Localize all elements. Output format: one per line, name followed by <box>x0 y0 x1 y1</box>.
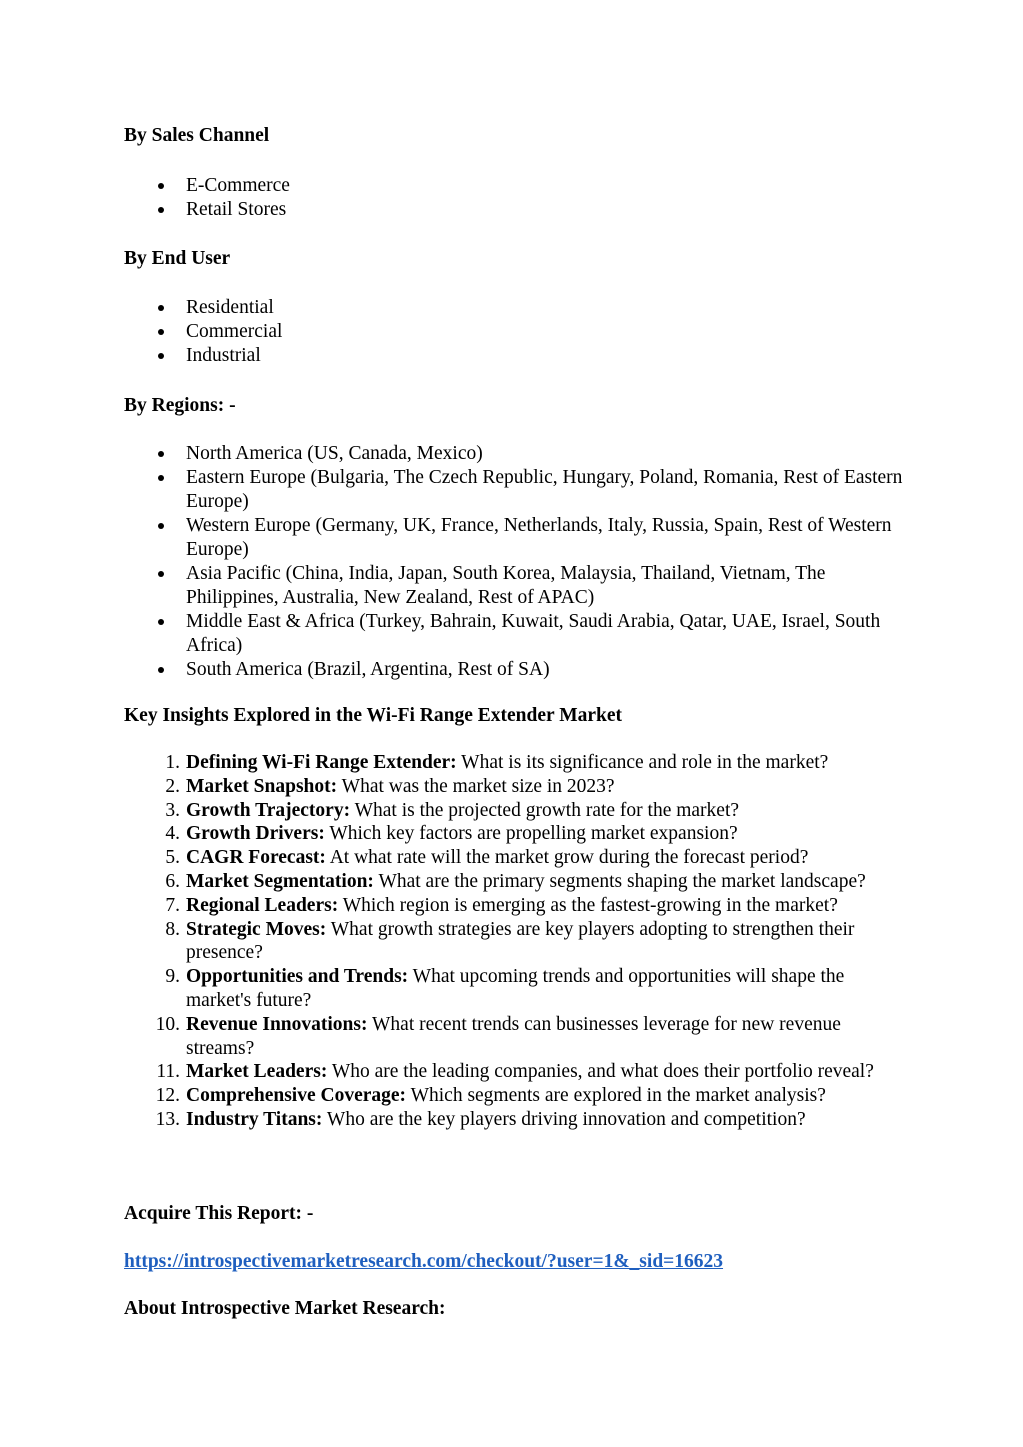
list-item: 11. Market Leaders: Who are the leading companies, and what does their portfolio reveal? <box>156 1061 874 1083</box>
list-item: 8. Strategic Moves: What growth strategies are key players adopting to strengthen their presence? <box>165 918 855 964</box>
acquire-heading: Acquire This Report: - <box>124 1203 314 1224</box>
list-item: E-Commerce <box>124 174 904 198</box>
regions-heading: By Regions: - <box>124 395 236 416</box>
list-item: Industrial <box>124 344 904 368</box>
bullet-icon <box>158 183 164 189</box>
regions-list <box>124 442 904 682</box>
list-item: 12. Comprehensive Coverage: Which segments are explored in the market analysis? <box>155 1085 826 1107</box>
list-item: South America (Brazil, Argentina, Rest of SA) <box>124 658 904 682</box>
list-item: 10. Revenue Innovations: What recent trends can businesses leverage for new revenue streams? <box>155 1013 841 1059</box>
about-heading: About Introspective Market Research: <box>124 1298 446 1319</box>
bullet-icon <box>158 305 164 311</box>
list-item: Western Europe (Germany, UK, France, Netherlands, Italy, Russia, Spain, Rest of Western Europe) <box>124 514 904 562</box>
list-item: 7. Regional Leaders: Which region is emerging as the fastest-growing in the market? <box>165 894 838 916</box>
bullet-icon <box>158 475 164 481</box>
bullet-icon <box>158 619 164 625</box>
list-item: 2. Market Snapshot: What was the market size in 2023? <box>165 775 615 797</box>
list-item: 1. Defining Wi-Fi Range Extender: What is its significance and role in the market? <box>165 752 829 773</box>
list-item: Middle East & Africa (Turkey, Bahrain, Kuwait, Saudi Arabia, Qatar, UAE, Israel, South Africa) <box>124 610 904 658</box>
bullet-icon <box>158 523 164 529</box>
bullet-icon <box>158 571 164 577</box>
end-user-list <box>124 296 904 368</box>
list-item: 3. Growth Trajectory: What is the projected growth rate for the market? <box>165 799 740 821</box>
sales-channel-heading: By Sales Channel <box>124 125 270 146</box>
list-item: Residential <box>124 296 904 320</box>
bullet-icon <box>158 451 164 457</box>
checkout-link[interactable]: https://introspectivemarketresearch.com/checkout/?user=1&_sid=16623 <box>124 1251 724 1272</box>
bullet-icon <box>158 207 164 213</box>
sales-channel-list <box>124 174 904 222</box>
list-item: 13. Industry Titans: Who are the key players driving innovation and competition? <box>155 1108 806 1130</box>
list-item: Asia Pacific (China, India, Japan, South Korea, Malaysia, Thailand, Vietnam, The Philippines, Australia, New Zealand, Rest of APAC) <box>124 562 904 610</box>
bullet-icon <box>158 667 164 673</box>
list-item: Commercial <box>124 320 904 344</box>
list-item: 6. Market Segmentation: What are the primary segments shaping the market landscape? <box>165 870 866 892</box>
insights-heading: Key Insights Explored in the Wi-Fi Range Extender Market <box>124 705 622 726</box>
list-item: 5. CAGR Forecast: At what rate will the market grow during the forecast period? <box>165 847 809 869</box>
list-item: 4. Growth Drivers: Which key factors are propelling market expansion? <box>165 823 738 845</box>
insights-list <box>124 751 904 1132</box>
bullet-icon <box>158 329 164 335</box>
list-item: Eastern Europe (Bulgaria, The Czech Republic, Hungary, Poland, Romania, Rest of Eastern Europe) <box>124 466 904 514</box>
list-item: North America (US, Canada, Mexico) <box>124 442 904 466</box>
list-item: Retail Stores <box>124 198 904 222</box>
end-user-heading: By End User <box>124 248 231 269</box>
list-item: 9. Opportunities and Trends: What upcoming trends and opportunities will shape the market's future? <box>165 966 845 1011</box>
bullet-icon <box>158 353 164 359</box>
